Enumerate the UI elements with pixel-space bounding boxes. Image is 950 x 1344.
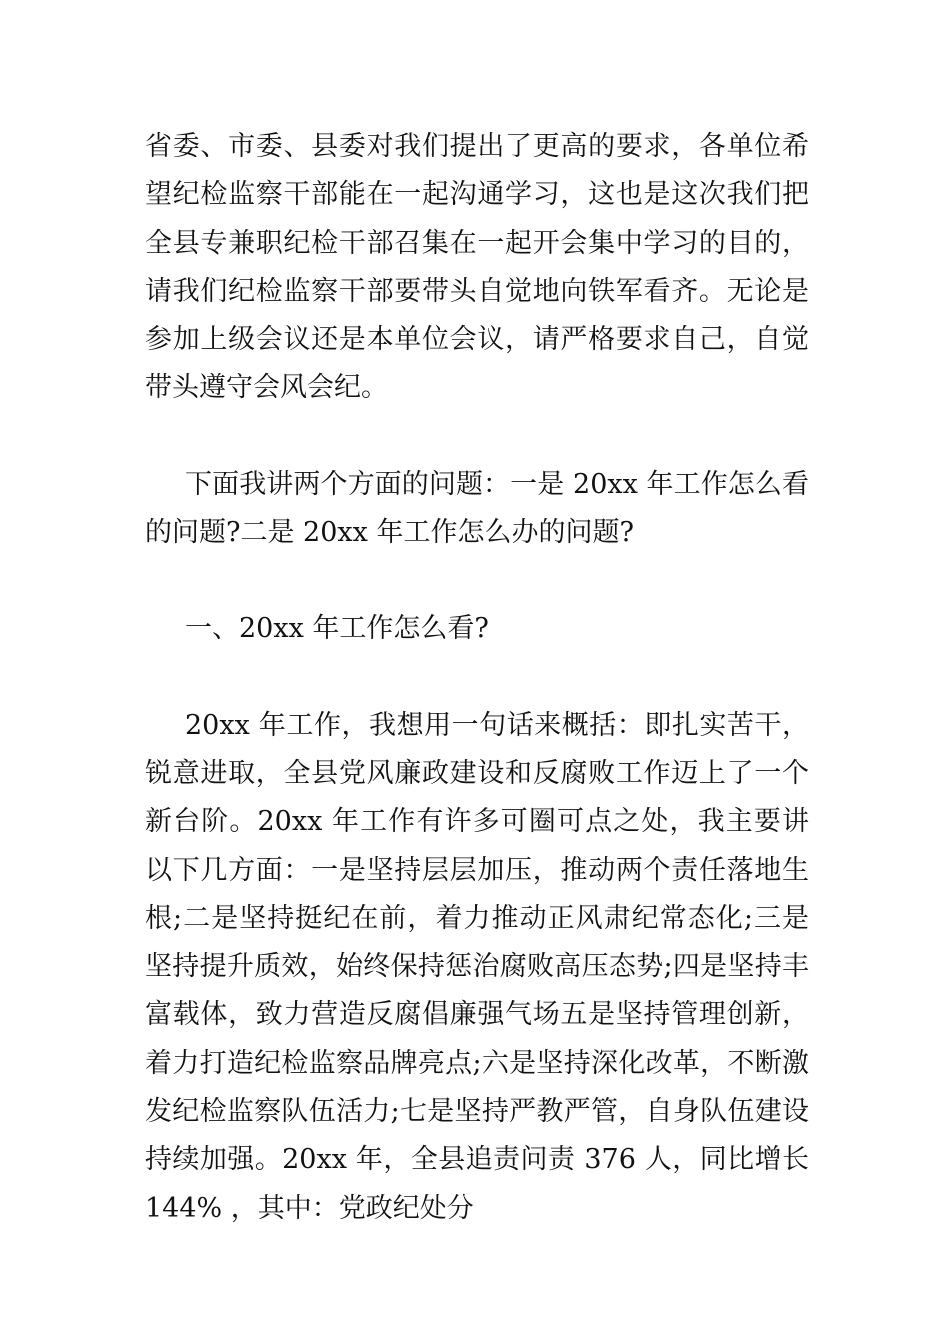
document-body bbox=[145, 123, 809, 1233]
paragraph-1: 省委、市委、县委对我们提出了更高的要求，各单位希望纪检监察干部能在一起沟通学习，这也是这次我们把全县专兼职纪检干部召集在一起开会集中学习的目的，请我们纪检监察干部要带头自觉地向铁军看齐。无论是参加上级会议还是本单位会议，请严格要求自己，自觉带头遵守会风会纪。 bbox=[145, 131, 809, 404]
section-heading: 一、20xx 年工作怎么看? bbox=[185, 613, 489, 645]
paragraph-2: 下面我讲两个方面的问题：一是 20xx 年工作怎么看的问题?二是 20xx 年工作怎么办的问题? bbox=[145, 468, 809, 549]
paragraph-4: 20xx 年工作，我想用一句话来概括：即扎实苦干，锐意进取，全县党风廉政建设和反腐败工作迈上了一个新台阶。20xx 年工作有许多可圈可点之处，我主要讲以下几方面：一是坚持层层加压，推动两个责任落地生根;二是坚持挺纪在前，着力推动正风肃纪常态化;三是坚持提升质效，始终保持惩治腐败高压态势;四是坚持丰富载体，致力营造反腐倡廉强气场五是坚持管理创新，着力打造纪检监察品牌亮点;六是坚持深化改革，不断激发纪检监察队伍活力;七是坚持严教严管，自身队伍建设持续加强。20xx 年，全县追责问责 376 人，同比增长 144% ，其中：党政纪处分 bbox=[145, 709, 809, 1224]
